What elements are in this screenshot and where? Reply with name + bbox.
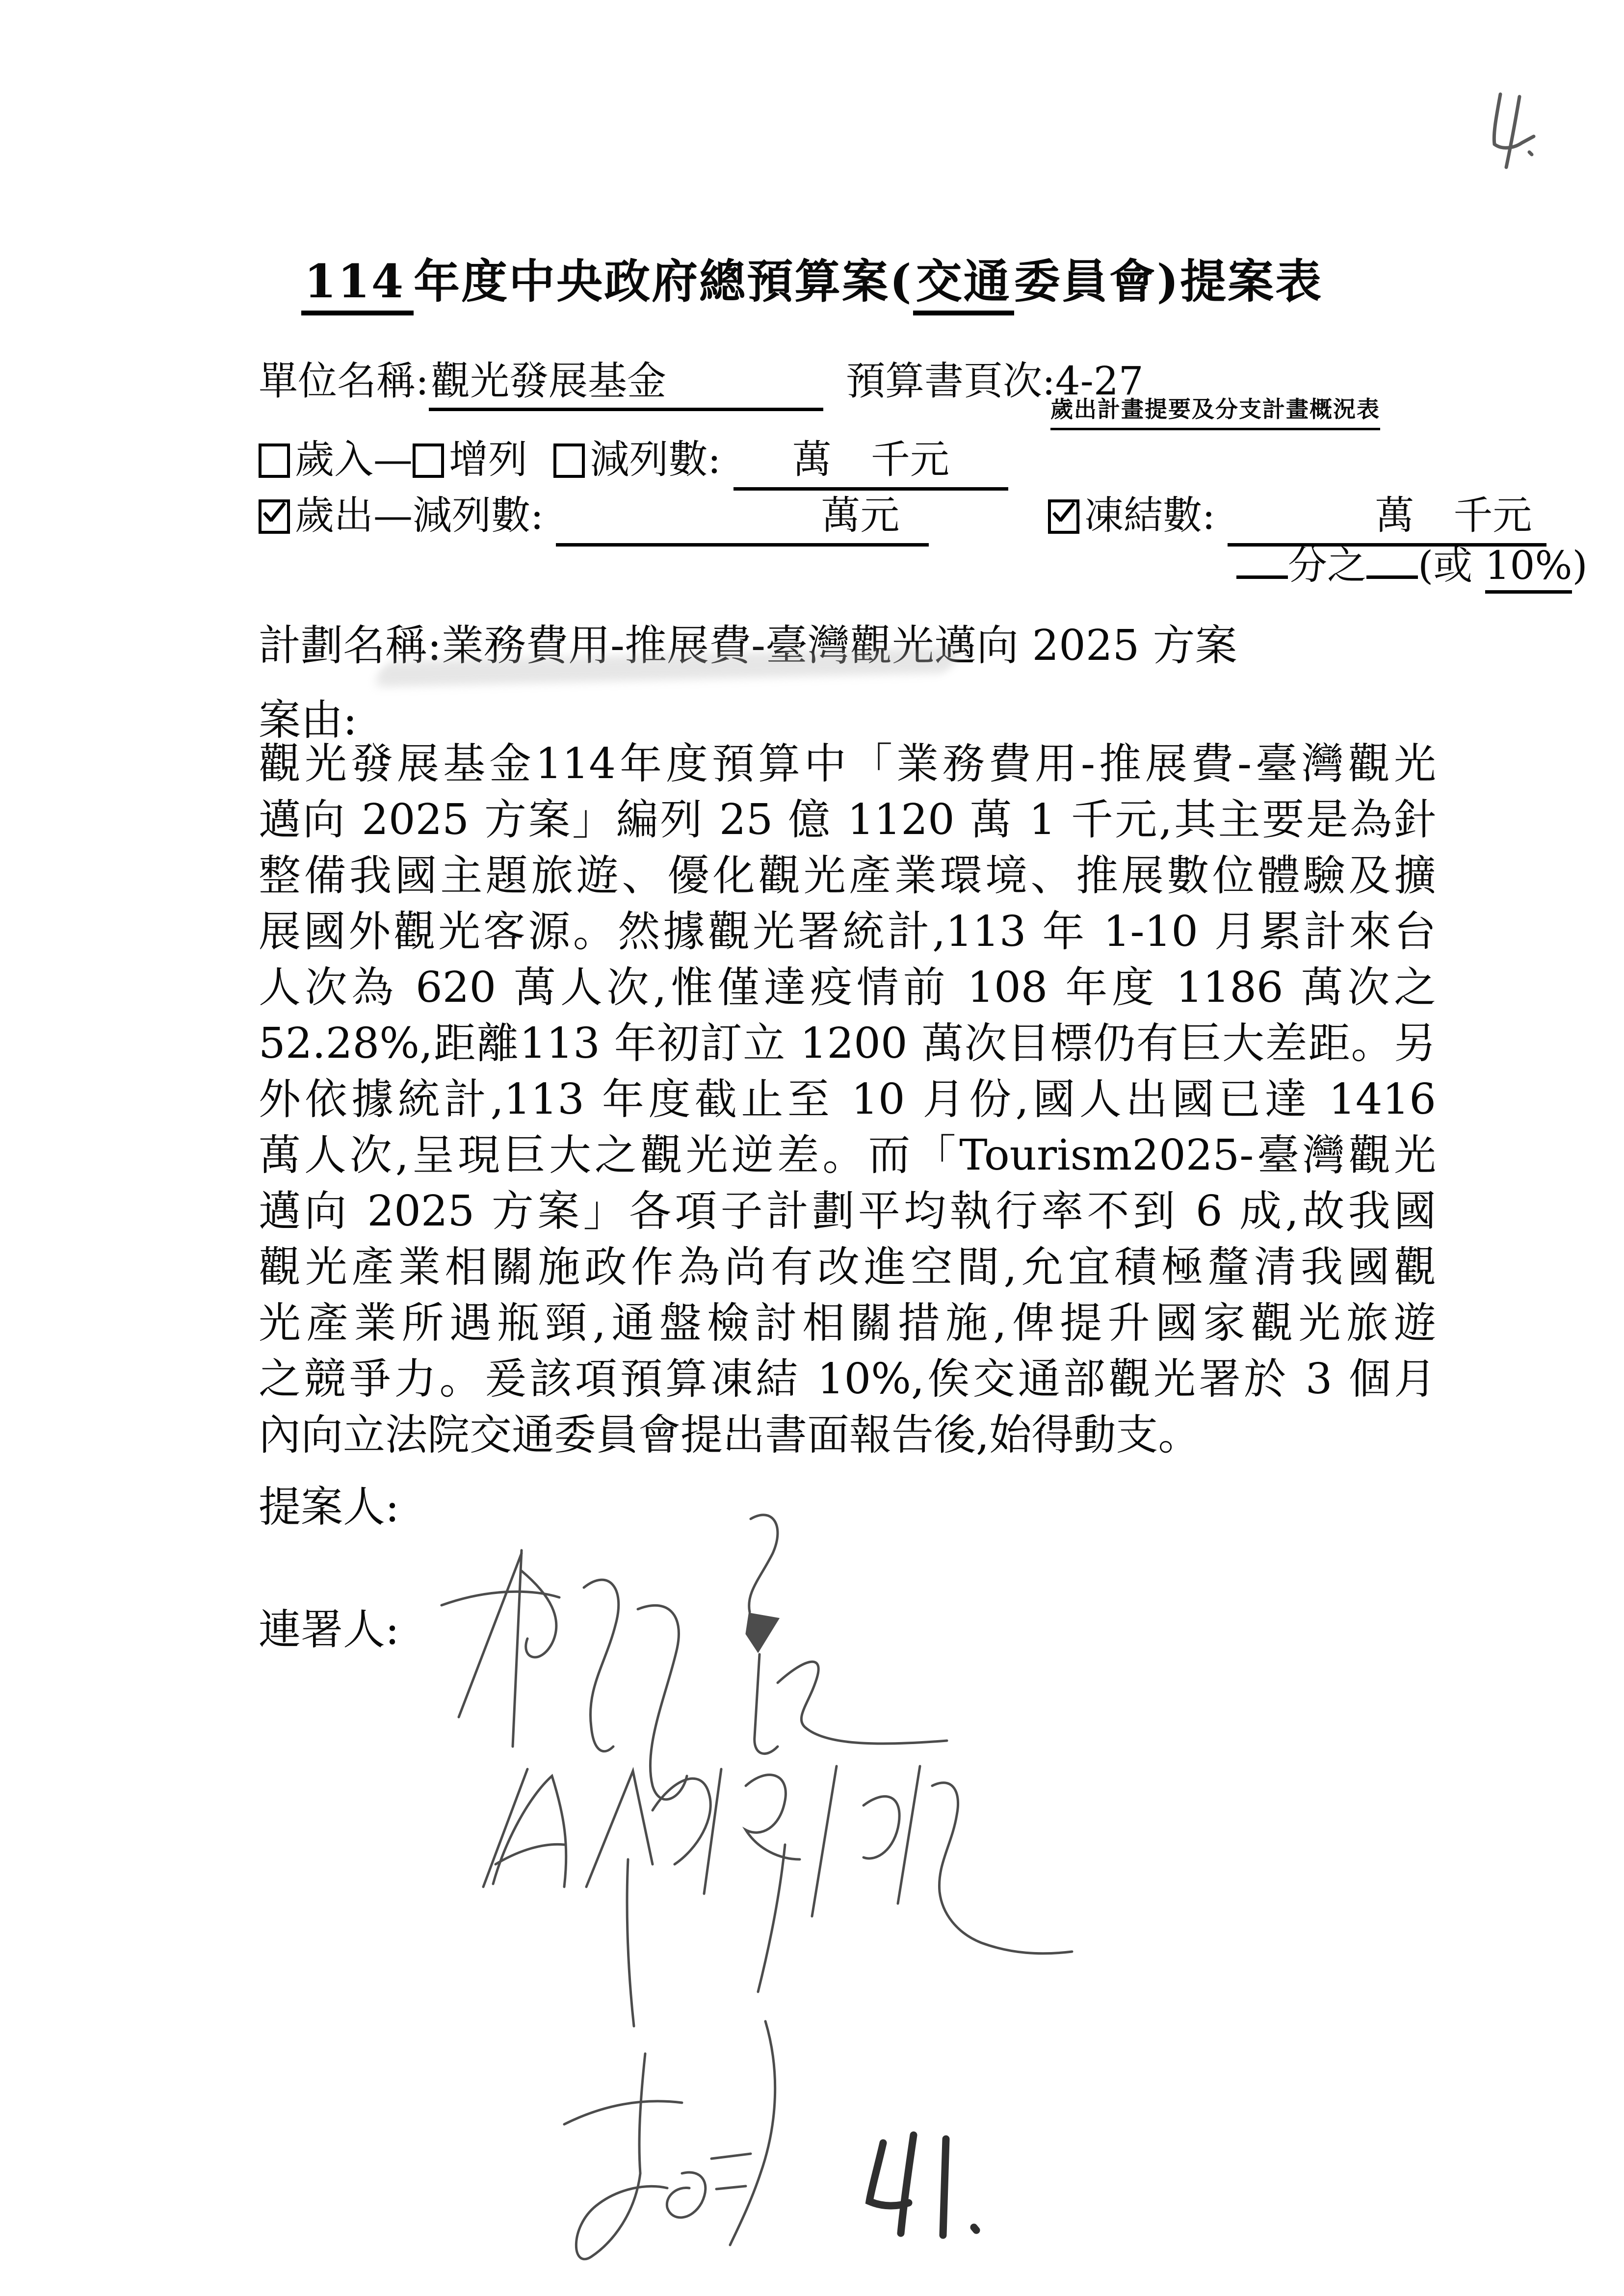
expenditure-units: 萬元 xyxy=(821,493,900,538)
title-year: 114 xyxy=(301,255,414,315)
case-line: 觀光產業相關施政作為尚有改進空間,允宜積極釐清我國觀 xyxy=(259,1243,1436,1292)
case-label: 案由: xyxy=(259,696,357,745)
case-line: 觀光發展基金114年度預算中「業務費用-推展費-臺灣觀光 xyxy=(259,739,1436,788)
fraction-blank-1 xyxy=(1236,536,1288,579)
unit-name-value: 觀光發展基金 xyxy=(429,358,823,411)
signature-3 xyxy=(564,2021,775,2259)
handwritten-page-number-top xyxy=(1494,94,1534,167)
unit-row xyxy=(259,349,1144,406)
case-line: 展國外觀光客源。然據觀光署統計,113 年 1-10 月累計來台 xyxy=(259,907,1436,956)
checkbox-row-expenditure xyxy=(259,484,929,547)
case-line: 光產業所遇瓶頸,通盤檢討相關措施,俾提升國家觀光旅遊 xyxy=(259,1299,1436,1348)
signature-1 xyxy=(442,1515,947,1800)
or-close: ) xyxy=(1572,543,1588,588)
expenditure-plan-note: 歲出計畫提要及分支計畫概況表 xyxy=(1050,391,1380,430)
decrease-label: 減列數: xyxy=(590,437,721,482)
proposer-label: 提案人: xyxy=(259,1483,399,1532)
case-line: 52.28%,距離113 年初訂立 1200 萬次目標仍有巨大差距。另 xyxy=(259,1019,1436,1068)
case-line: 人次為 620 萬人次,惟僅達疫情前 108 年度 1186 萬次之 xyxy=(259,963,1436,1012)
title-committee: 交通 xyxy=(913,255,1014,315)
title-mid: 年度中央政府總預算案( xyxy=(414,255,913,309)
checkbox-revenue-unchecked xyxy=(259,444,290,478)
budget-page-label: 預算書頁次: xyxy=(845,358,1055,404)
checkbox-expenditure-checked xyxy=(259,499,290,534)
expenditure-amount-blank xyxy=(556,484,929,547)
signature-2 xyxy=(483,1766,1072,2026)
cosigner-label: 連署人: xyxy=(259,1605,399,1654)
checkbox-row-revenue xyxy=(259,428,1008,491)
amount-blank-units: 萬 千元 xyxy=(733,428,1008,491)
revenue-label: 歲入 xyxy=(295,437,373,482)
case-body xyxy=(259,736,1436,1463)
fraction-blank-2 xyxy=(1366,536,1418,579)
freeze-label: 凍結數: xyxy=(1084,493,1215,538)
checkbox-increase-unchecked xyxy=(413,444,444,478)
percent-value: 10% xyxy=(1485,543,1572,594)
fraction-row xyxy=(1236,534,1588,590)
page-title xyxy=(0,244,1624,311)
freeze-units: 萬 千元 xyxy=(1375,493,1532,538)
case-line: 萬人次,呈現巨大之觀光逆差。而「Tourism2025-臺灣觀光 xyxy=(259,1131,1436,1180)
unit-name-label: 單位名稱: xyxy=(259,358,429,404)
case-line: 內向立法院交通委員會提出書面報告後,始得動支。 xyxy=(259,1410,1201,1460)
fen-zhi-label: 分之 xyxy=(1288,543,1366,588)
expenditure-decrease-label: 歲出—減列數: xyxy=(295,493,544,538)
or-open: (或 xyxy=(1418,543,1485,588)
plan-name-label: 計劃名稱: xyxy=(259,621,442,670)
case-line: 整備我國主題旅遊、優化觀光產業環境、推展數位體驗及擴 xyxy=(259,851,1436,900)
case-line: 邁向 2025 方案」各項子計劃平均執行率不到 6 成,故我國 xyxy=(259,1187,1436,1236)
case-line: 邁向 2025 方案」編列 25 億 1120 萬 1 千元,其主要是為針 xyxy=(259,795,1436,844)
case-line: 外依據統計,113 年度截止至 10 月份,國人出國已達 1416 xyxy=(259,1075,1436,1124)
budget-page-value: 4-27 xyxy=(1055,358,1144,404)
case-line: 之競爭力。爰該項預算凍結 10%,俟交通部觀光署於 3 個月 xyxy=(259,1355,1436,1404)
plan-name-value: 業務費用-推展費-臺灣觀光邁向 2025 方案 xyxy=(441,621,1237,670)
checkbox-decrease-unchecked xyxy=(553,444,585,478)
checkbox-freeze-checked xyxy=(1048,499,1079,534)
dash: — xyxy=(373,437,413,482)
increase-label: 增列 xyxy=(449,437,527,482)
title-tail: 委員會)提案表 xyxy=(1014,255,1323,309)
handwritten-page-number-bottom xyxy=(869,2135,976,2235)
